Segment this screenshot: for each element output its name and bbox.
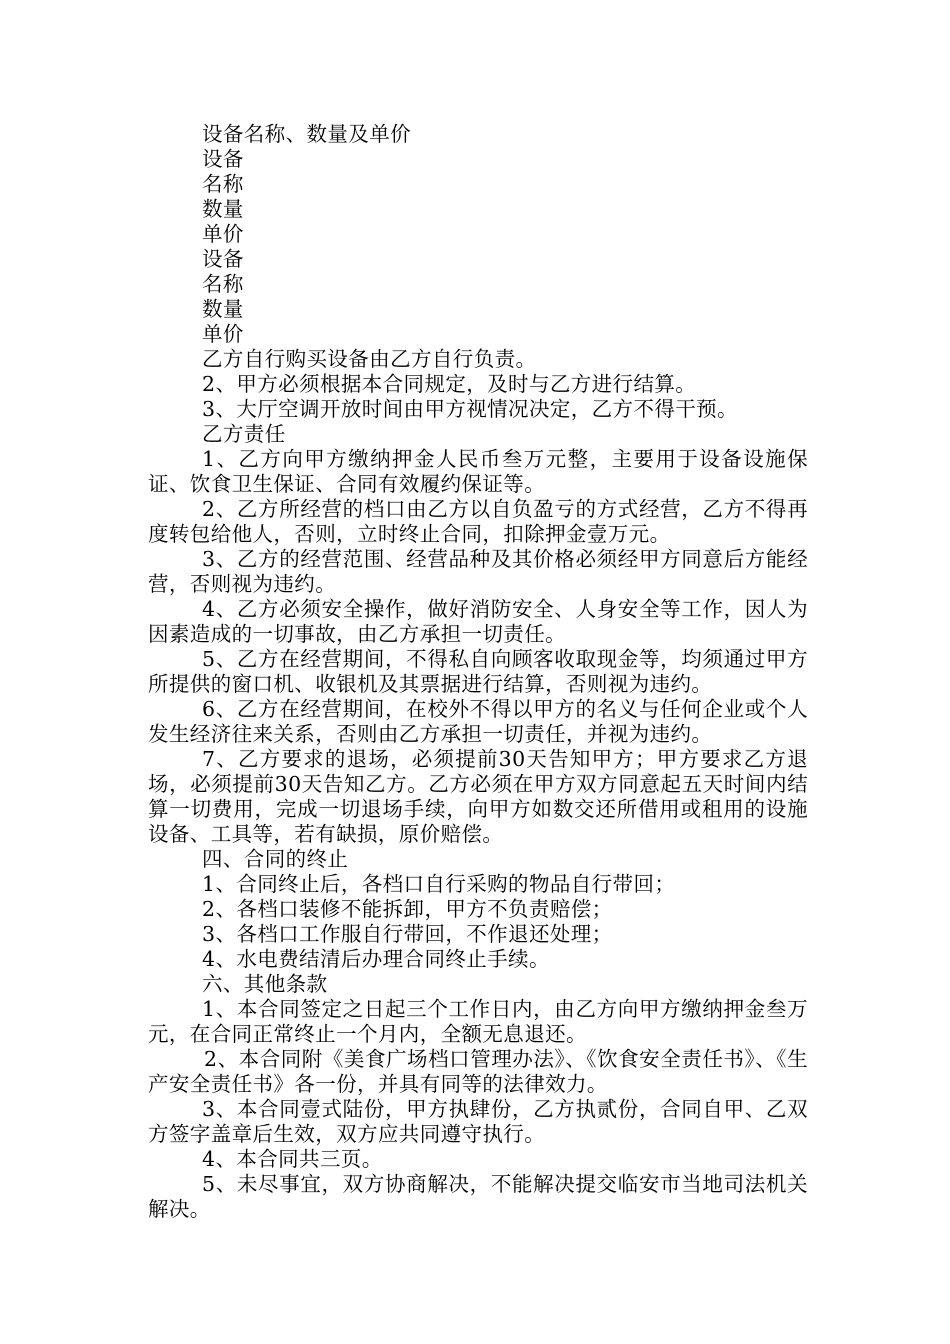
paragraph: 7、乙方要求的退场，必须提前30天告知甲方；甲方要求乙方退场，必须提前30天告知乙方。乙方必须在甲方双方同意起五天时间内结算一切费用，完成一切退场手续，向甲方如数交还所借用或租用的设施设备、工具等，若有缺损，原价赔偿。 xyxy=(148,747,808,846)
paragraph: 6、乙方在经营期间，在校外不得以甲方的名义与任何企业或个人发生经济往来关系，否则由乙方承担一切责任，并视为违约。 xyxy=(148,697,808,746)
table-cell: 设备 xyxy=(202,147,244,171)
paragraph: 1、本合同签定之日起三个工作日内，由乙方向甲方缴纳押金叁万元，在合同正常终止一个月内，全额无息退还。 xyxy=(148,997,808,1046)
paragraph: 3、各档口工作服自行带回，不作退还处理； xyxy=(202,922,613,946)
table-cell: 单价 xyxy=(202,322,244,346)
paragraph: 1、合同终止后，各档口自行采购的物品自行带回； xyxy=(202,872,676,896)
document-body xyxy=(148,122,808,1222)
paragraph: 4、本合同共三页。 xyxy=(202,1147,383,1171)
paragraph: 4、水电费结清后办理合同终止手续。 xyxy=(202,947,550,971)
table-cell: 名称 xyxy=(202,172,244,196)
paragraph: 3、大厅空调开放时间由甲方视情况决定，乙方不得干预。 xyxy=(202,397,738,421)
equipment-header: 设备名称、数量及单价 xyxy=(202,122,411,146)
paragraph: 1、乙方向甲方缴纳押金人民币叁万元整，主要用于设备设施保证、饮食卫生保证、合同有效履约保证等。 xyxy=(148,447,808,496)
table-cell: 单价 xyxy=(202,222,244,246)
paragraph: 2、本合同附《美食广场档口管理办法》、《饮食安全责任书》、《生产安全责任书》各一份，并具有同等的法律效力。 xyxy=(148,1047,808,1096)
paragraph: 2、甲方必须根据本合同规定，及时与乙方进行结算。 xyxy=(202,372,697,396)
section-heading: 六、其他条款 xyxy=(202,972,328,996)
paragraph: 3、本合同壹式陆份，甲方执肆份，乙方执贰份，合同自甲、乙双方签字盖章后生效，双方应共同遵守执行。 xyxy=(148,1097,808,1146)
paragraph: 2、乙方所经营的档口由乙方以自负盈亏的方式经营，乙方不得再度转包给他人，否则，立时终止合同，扣除押金壹万元。 xyxy=(148,497,808,546)
paragraph: 5、乙方在经营期间，不得私自向顾客收取现金等，均须通过甲方所提供的窗口机、收银机及其票据进行结算，否则视为违约。 xyxy=(148,647,808,696)
section-heading: 四、合同的终止 xyxy=(202,847,349,871)
table-cell: 数量 xyxy=(202,297,244,321)
table-cell: 数量 xyxy=(202,197,244,221)
paragraph: 乙方自行购买设备由乙方自行负责。 xyxy=(202,347,537,371)
table-cell: 名称 xyxy=(202,272,244,296)
table-cell: 设备 xyxy=(202,247,244,271)
paragraph: 2、各档口装修不能拆卸，甲方不负责赔偿； xyxy=(202,897,613,921)
paragraph: 4、乙方必须安全操作，做好消防安全、人身安全等工作，因人为因素造成的一切事故，由乙方承担一切责任。 xyxy=(148,597,808,646)
paragraph: 5、未尽事宜，双方协商解决，不能解决提交临安市当地司法机关解决。 xyxy=(148,1172,808,1221)
paragraph: 3、乙方的经营范围、经营品种及其价格必须经甲方同意后方能经营，否则视为违约。 xyxy=(148,547,808,596)
section-heading: 乙方责任 xyxy=(202,422,286,446)
